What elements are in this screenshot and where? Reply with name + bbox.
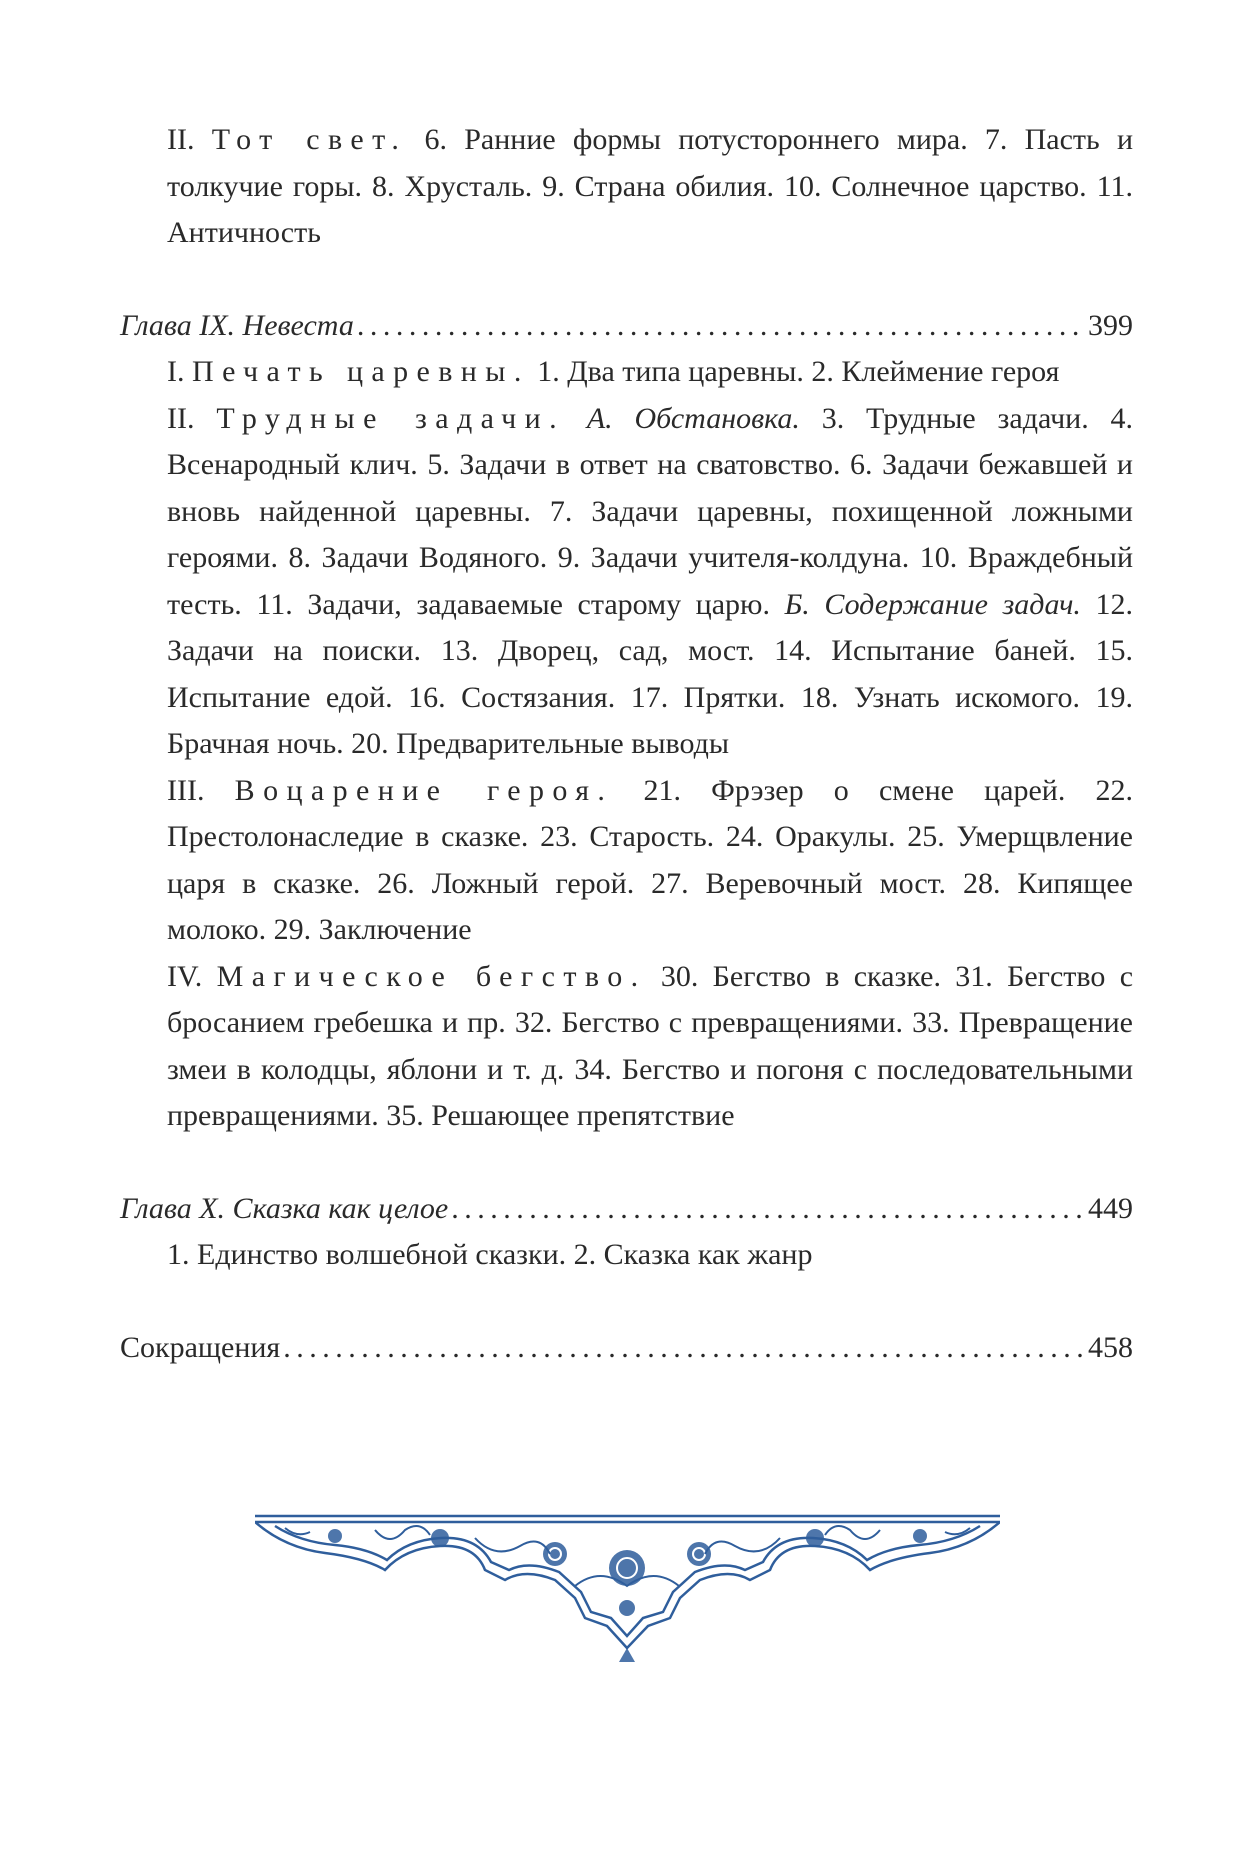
toc-block: [120, 117, 1133, 1371]
part-title: Магическое бегство.: [216, 959, 647, 993]
part-number: II.: [167, 401, 195, 435]
part-title: Трудные задачи.: [216, 401, 566, 435]
toc-part-vocarenie: [167, 768, 1133, 954]
part-body: 30. Бегство в сказке. 31. Бегство с бросанием гребешка и пр. 32. Бегство с превращениями. 33. Превращение змеи в колодцы, яблони и т. д. 34. Бегство и погоня с последовательными превращениями. 35. Решающее препятствие: [167, 959, 1134, 1132]
part-title: Печать царевны.: [192, 355, 530, 388]
dot-leader: [283, 1325, 1085, 1372]
part-number: IV.: [167, 959, 203, 993]
part-number: I.: [167, 355, 185, 388]
part-body: 1. Два типа царевны. 2. Клеймение героя: [537, 355, 1060, 388]
toc-part-begstvo: [167, 954, 1133, 1140]
toc-entry-abbreviations[interactable]: [120, 1325, 1133, 1372]
part-body: 21. Фрэзер о смене царей. 22. Престолонаследие в сказке. 23. Старость. 24. Оракулы. 25. Умерщвление царя в сказке. 26. Ложный герой. 27. Веревочный мост. 28. Кипящее молоко. 29. Заключение: [167, 773, 1134, 946]
subsection-title: Б. Содержание задач.: [784, 587, 1081, 621]
dot-leader: [451, 1186, 1085, 1233]
part-title: Воцарение героя.: [234, 773, 614, 807]
part-body: 3. Трудные задачи. 4. Всенародный клич. 5. Задачи в ответ на сватовство. 6. Задачи бежавшей и вновь найденной царевны. 7. Задачи царевны, похищенной ложными героями. 8. Задачи Водяного. 9. Задачи учителя-колдуна. 10. Враждебный тесть. 11. Задачи, задаваемые старому царю.: [167, 401, 1134, 621]
part-title: Тот свет.: [211, 123, 408, 156]
page-number: 458: [1088, 1330, 1133, 1364]
toc-part-pechat: [167, 349, 1133, 396]
toc-entry-chapter-10[interactable]: [120, 1186, 1133, 1233]
part-number: III.: [167, 773, 205, 807]
chapter-title: Глава IX. Невеста: [120, 308, 354, 342]
chapter-title: Глава X. Сказка как целое: [120, 1191, 449, 1225]
ornament-tailpiece-icon: [255, 1508, 1000, 1663]
entry-title: Сокращения: [120, 1330, 281, 1364]
dot-leader: [357, 303, 1085, 350]
toc-part-tot-svet: [167, 117, 1133, 257]
toc-part-trudnye-zadachi: [167, 396, 1133, 768]
part-body: 12. Задачи на поиски. 13. Дворец, сад, мост. 14. Испытание баней. 15. Испытание едой. 16. Состязания. 17. Прятки. 18. Узнать искомого. 19. Брачная ночь. 20. Предварительные выводы: [167, 587, 1134, 760]
part-body: 6. Ранние формы потустороннего мира. 7. Пасть и толкучие горы. 8. Хрусталь. 9. Страна обилия. 10. Солнечное царство. 11. Античность: [167, 123, 1133, 249]
subsection-title: А. Обстановка.: [586, 401, 800, 435]
part-number: II.: [167, 123, 195, 156]
toc-part-skazka: [167, 1232, 1133, 1279]
page-number: 449: [1088, 1191, 1133, 1225]
part-body: 1. Единство волшебной сказки. 2. Сказка как жанр: [167, 1238, 813, 1271]
toc-entry-chapter-9[interactable]: [120, 303, 1133, 350]
page-number: 399: [1088, 308, 1133, 342]
